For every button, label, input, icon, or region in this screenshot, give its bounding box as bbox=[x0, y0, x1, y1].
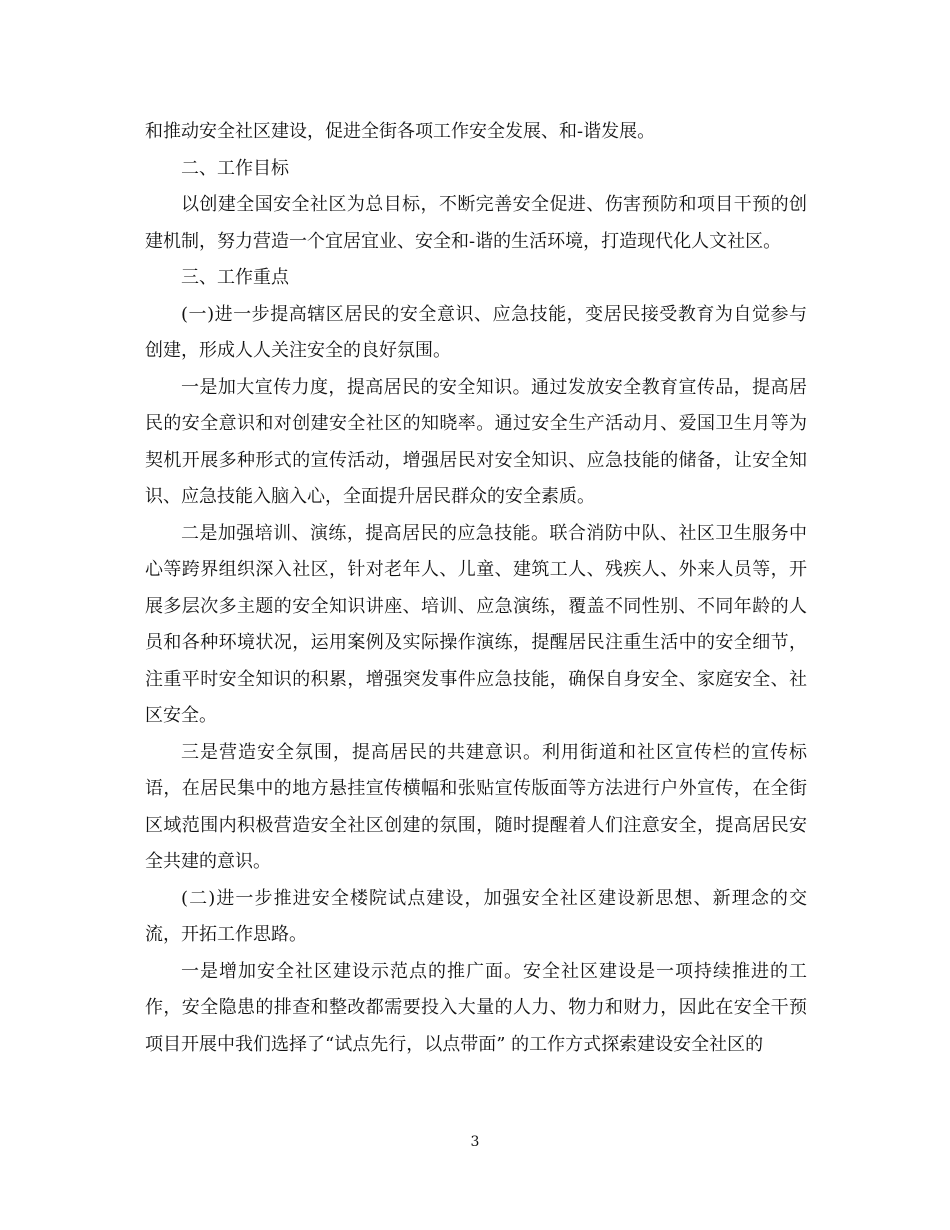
paragraph-atmosphere: 三是营造安全氛围，提高居民的共建意识。利用街道和社区宣传栏的宣传标语，在居民集中的地方悬挂宣传横幅和张贴宣传版面等方法进行户外宣传，在全街区域范围内积极营造安全社区创建的氛围，随时提醒着人们注意安全，提高居民安全共建的意识。 bbox=[145, 741, 807, 872]
section-heading-focus: 三、工作重点 bbox=[181, 267, 289, 288]
paragraph-1: 和推动安全社区建设，促进全街各项工作安全发展、和-谐发展。 bbox=[145, 121, 656, 142]
section-heading-goals: 二、工作目标 bbox=[181, 157, 289, 179]
subsection-heading-2: (二)进一步推进安全楼院试点建设，加强安全社区建设新思想、新理念的交流，开拓工作思路。 bbox=[145, 887, 807, 945]
paragraph-publicity: 一是加大宣传力度，提高居民的安全知识。通过发放安全教育宣传品，提高居民的安全意识和对创建安全社区的知晓率。通过安全生产活动月、爱国卫生月等为契机开展多种形式的宣传活动，增强居民对安全知识、应急技能的储备，让安全知识、应急技能入脑入心，全面提升居民群众的安全素质。 bbox=[145, 376, 807, 507]
page-number: 3 bbox=[470, 1134, 480, 1150]
paragraph-training: 二是加强培训、演练，提高居民的应急技能。联合消防中队、社区卫生服务中心等跨界组织深入社区，针对老年人、儿童、建筑工人、残疾人、外来人员等，开展多层次多主题的安全知识讲座、培训、应急演练，覆盖不同性别、不同年龄的人员和各种环境状况，运用案例及实际操作演练，提醒居民注重生活中的安全细节，注重平时安全知识的积累，增强突发事件应急技能，确保自身安全、家庭安全、社区安全。 bbox=[145, 522, 807, 726]
subsection-heading-1: (一)进一步提高辖区居民的安全意识、应急技能，变居民接受教育为自觉参与创建，形成人人关注安全的良好氛围。 bbox=[145, 303, 807, 361]
paragraph-demonstration: 一是增加安全社区建设示范点的推广面。安全社区建设是一项持续推进的工作，安全隐患的排查和整改都需要投入大量的人力、物力和财力，因此在安全干预项目开展中我们选择了“试点先行，以点带面” 的工作方式探索建设安全社区的 bbox=[145, 960, 807, 1055]
paragraph-goals: 以创建全国安全社区为总目标，不断完善安全促进、伤害预防和项目干预的创建机制，努力营造一个宜居宜业、安全和-谐的生活环境，打造现代化人文社区。 bbox=[145, 194, 807, 252]
document-body bbox=[145, 114, 807, 1063]
